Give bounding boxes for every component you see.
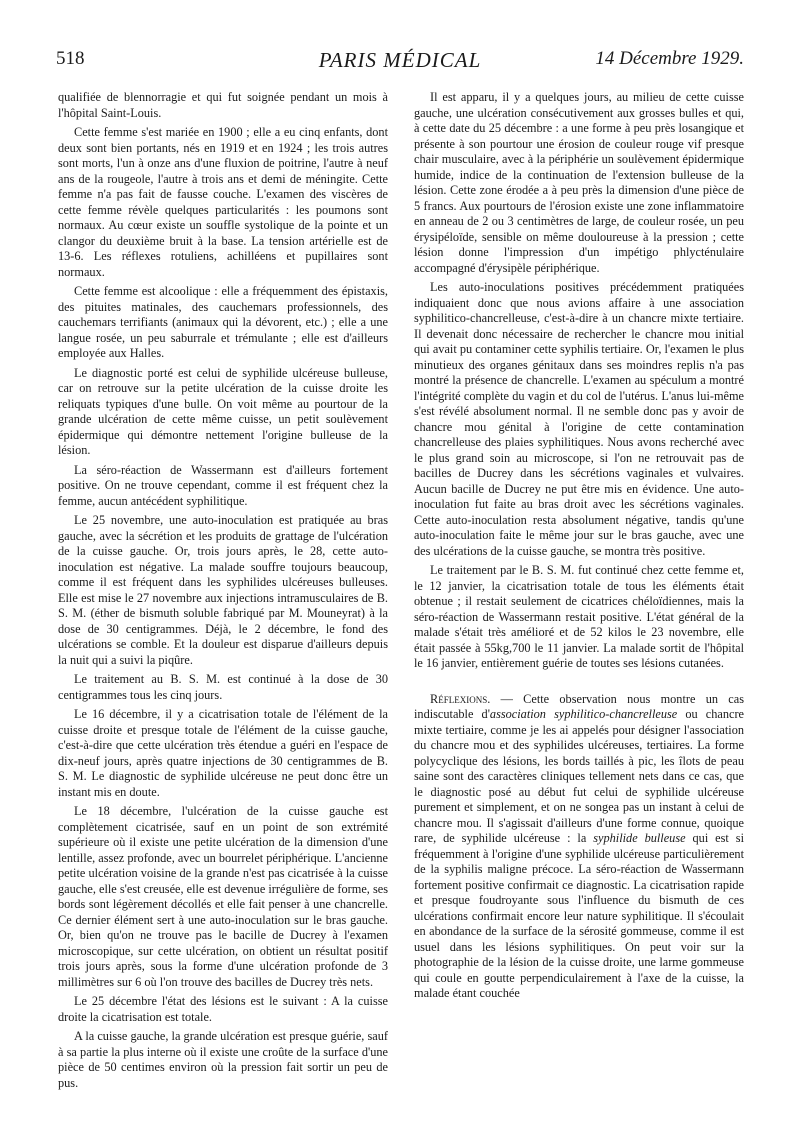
issue-date: 14 Décembre 1929. [595, 48, 744, 69]
paragraph: La séro-réaction de Wassermann est d'ailleurs fortement positive. On ne trouve cependant, comme il est fréquent chez la femme, aucun antécédent syphilitique. [58, 462, 388, 508]
page-number: 518 [56, 48, 85, 69]
paragraph: Le 16 décembre, il y a cicatrisation totale de l'élément de la cuisse droite et presque totale de l'élément de la cuisse gauche, c'est-à-dire que cette ulcération très étendue a guéri en l'espace de dix-neuf jours, après quatre injections de 30 centigrammes de B. S. M. Le diagnostic de syphilide ulcéreuse ne peut donc être un instant mis en doute. [58, 707, 388, 799]
paragraph: Cette femme s'est mariée en 1900 ; elle a eu cinq enfants, dont deux sont bien portants, nés en 1919 et en 1924 ; les trois autres sont morts, l'un à onze ans d'une fluxion de poitrine, l'autre à neuf ans de la rougeole, l'autre à trois ans et demi de méningite. Cette femme n'a pas fait de fausse couche. L'examen des viscères de cette femme révèle quelques particularités : les poumons sont normaux. Au cœur existe un souffle systolique de la pointe et un clangor du deuxième bruit à la base. La tension artérielle est de 13-6. Les réflexes rotuliens, achilléens et pupillaires sont normaux. [58, 125, 388, 279]
journal-title: PARIS MÉDICAL [318, 48, 482, 72]
right-column [414, 90, 744, 1006]
paragraph: Le 18 décembre, l'ulcération de la cuisse gauche est complètement cicatrisée, sauf en un point de son extrémité supérieure où il existe une petite ulcération de la dimension d'une lentille, assez profonde, avec un bourrelet périphérique. L'ancienne petite ulcération voisine de la grande n'est pas cicatrisée à la cuisse gauche, elle s'est creusée, elle est devenue irrégulière de forme, ses bords sont légèrement décollés et elle fait penser à une chancrelle. Ce dernier élément sert à une auto-inoculation sur le bras gauche. Or, bien qu'on ne trouve pas le bacille de Ducrey à l'examen microscopique, sur cette ulcération, on obtient un résultat positif trois jours après, sous la forme d'une ulcération profonde de 3 millimètres sur 6 où l'on trouve des bacilles de Ducrey très nets. [58, 804, 388, 989]
page-header [56, 48, 744, 74]
paragraph: Le traitement par le B. S. M. fut continué chez cette femme et, le 12 janvier, la cicatrisation totale de tous les éléments était obtenue ; il restait seulement de cicatrices chéloïdiennes, mais la séro-réaction de Wassermann restait positive. L'état général de la malade s'était très amélioré et de 52 kilos le 23 novembre, elle était passée à 55kg,700 le 11 janvier. La malade sortit de l'hôpital le 16 janvier, entièrement guérie de toutes ses lésions cutanées. [414, 563, 744, 670]
paragraph: Le traitement au B. S. M. est continué à la dose de 30 centigrammes tous les cinq jours. [58, 672, 388, 702]
paragraph: Le diagnostic porté est celui de syphilide ulcéreuse bulleuse, car on retrouve sur la petite ulcération de la cuisse droite les reliquats typiques d'une bulle. On voit même au pourtour de la grande ulcération de cette même cuisse, un petit soulèvement épidermique qui démontre nettement l'origine bulleuse de la lésion. [58, 365, 388, 457]
left-column [58, 90, 388, 1095]
reflexions-text: — Cette observation nous montre un cas indiscutable d' [414, 691, 744, 721]
paragraph: Il est apparu, il y a quelques jours, au milieu de cette cuisse gauche, une ulcération consécutivement aux grosses bulles et qui, à cette date du 25 décembre : a une forme à peu près losangique et présente à son pourtour une érosion de couleur rouge vif presque chair musculaire, avec à la périphérie un soulèvement épidermique humide, indice de la continuation de l'extension bulleuse de la lésion. Cette zone érodée a à peu près la dimension d'une pièce de 5 francs. Aux pourtours de l'érosion existe une zone inflammatoire en anneau de 2 ou 3 centimètres de large, de couleur rosée, un peu érysipéloïde, sensible on même douloureuse à la pression ; cette lésion donne l'impression d'un impétigo phlycténulaire accompagné d'érysipèle périphérique. [414, 90, 744, 275]
paragraph: qualifiée de blennorragie et qui fut soignée pendant un mois à l'hôpital Saint-Louis. [58, 90, 388, 120]
paragraph: A la cuisse gauche, la grande ulcération est presque guérie, sauf à sa partie la plus interne où il existe une croûte de la surface d'une pièce de 50 centimes environ où la pression fait sortir un peu de pus. [58, 1029, 388, 1090]
paragraph: Le 25 décembre l'état des lésions est le suivant : A la cuisse droite la cicatrisation est totale. [58, 994, 388, 1024]
reflexions-italic-term: syphilide bulleuse [593, 831, 686, 845]
paragraph: Cette femme est alcoolique : elle a fréquemment des épistaxis, des pituites matinales, des cauchemars professionnels, des cauchemars terrifiants (animaux qui la dévorent, etc.) ; elle a une langue rosée, un peu saburrale et trémulante ; elle est d'ailleurs employée aux Halles. [58, 284, 388, 360]
reflexions-paragraph [414, 692, 744, 1002]
reflexions-label: Réflexions. [430, 691, 491, 706]
reflexions-text: qui est si fréquemment à l'origine d'une syphilide ulcéreuse particulièrement de la syphilis maligne précoce. La séro-réaction de Wassermann fortement positive confirmait ce diagnostic. La cicatrisation rapide et presque foudroyante sous l'influence du bismuth de ces ulcérations confirmait encore leur nature syphilitique. Il s'écoulait en abondance de la surface de la sérosité gommeuse, comme il est usuel dans les lésions syphilitiques. On peut voir sur la photographie de la lésion de la cuisse droite, une larme gommeuse qui coule en goutte perpendiculairement à l'axe de la cuisse, la malade étant couchée [414, 831, 744, 1000]
paragraph: Les auto-inoculations positives précédemment pratiquées indiquaient donc que nous avions affaire à une association syphilitico-chancrelleuse, c'est-à-dire à un chancre mixte tertiaire. Il devenait donc nécessaire de rechercher le chancre mou initial qui avait pu contaminer cette syphilis tertiaire. Or, l'examen le plus minutieux des organes génitaux dans ses moindres replis n'a pas montré la présence de chancrelle. L'examen au spéculum a montré l'intégrité complète du vagin et du col de l'utérus. L'anus lui-même s'est révélé absolument normal. Il ne semble donc pas y avoir de chancre mou génital à l'origine de cette contamination chancrelleuse des plaies syphilitiques. Nous avons recherché avec le plus grand soin au microscope, si l'on ne retrouvait pas de bacilles de Ducrey dans les sécrétions vaginales et vulvaires. Aucun bacille de Ducrey ne put être mis en évidence. Une auto-inoculation fut faite au bras droit avec les sécrétions vaginales. Cette auto-inoculation resta absolument négative, tandis qu'une auto-inoculation faite le même jour sur le bras gauche, avec une des ulcérations de la cuisse gauche, se montra très positive. [414, 280, 744, 558]
paragraph: Le 25 novembre, une auto-inoculation est pratiquée au bras gauche, avec la sécrétion et les produits de grattage de l'ulcération de la cuisse gauche. Or, trois jours après, le 28, cette auto-inoculation est négative. La malade souffre toujours beaucoup, comme il est fréquent dans les syphilides ulcéreuses bulleuses. Elle est mise le 27 novembre aux injections intramusculaires de B. S. M. (éther de bismuth soluble fabriqué par M. Mouneyrat) à la dose de 30 centigrammes. Déjà, le 2 décembre, le fond des ulcérations se comble. Et la douleur est disparue d'ailleurs depuis la nuit qui a suivi la piqûre. [58, 513, 388, 667]
reflexions-text: ou chancre mixte tertiaire, comme je les ai appelés pour désigner l'association du chancre mou et des syphilides ulcéreuses, tertiaires. La forme polycyclique des lésions, les bords taillés à pic, les îlots de peau saine sont des caractères cliniques tellement nets dans ce cas, que le diagnostic posé au début fut celui de syphilide ulcéreuse purement et simplement, et on ne songea pas un instant à celui de chancre mou. Il s'agissait d'ailleurs d'une forme connue, quoique rare, de syphilide ulcéreuse : la [414, 707, 745, 845]
reflexions-italic-term: association syphilitico-chancrelleuse [489, 707, 678, 721]
